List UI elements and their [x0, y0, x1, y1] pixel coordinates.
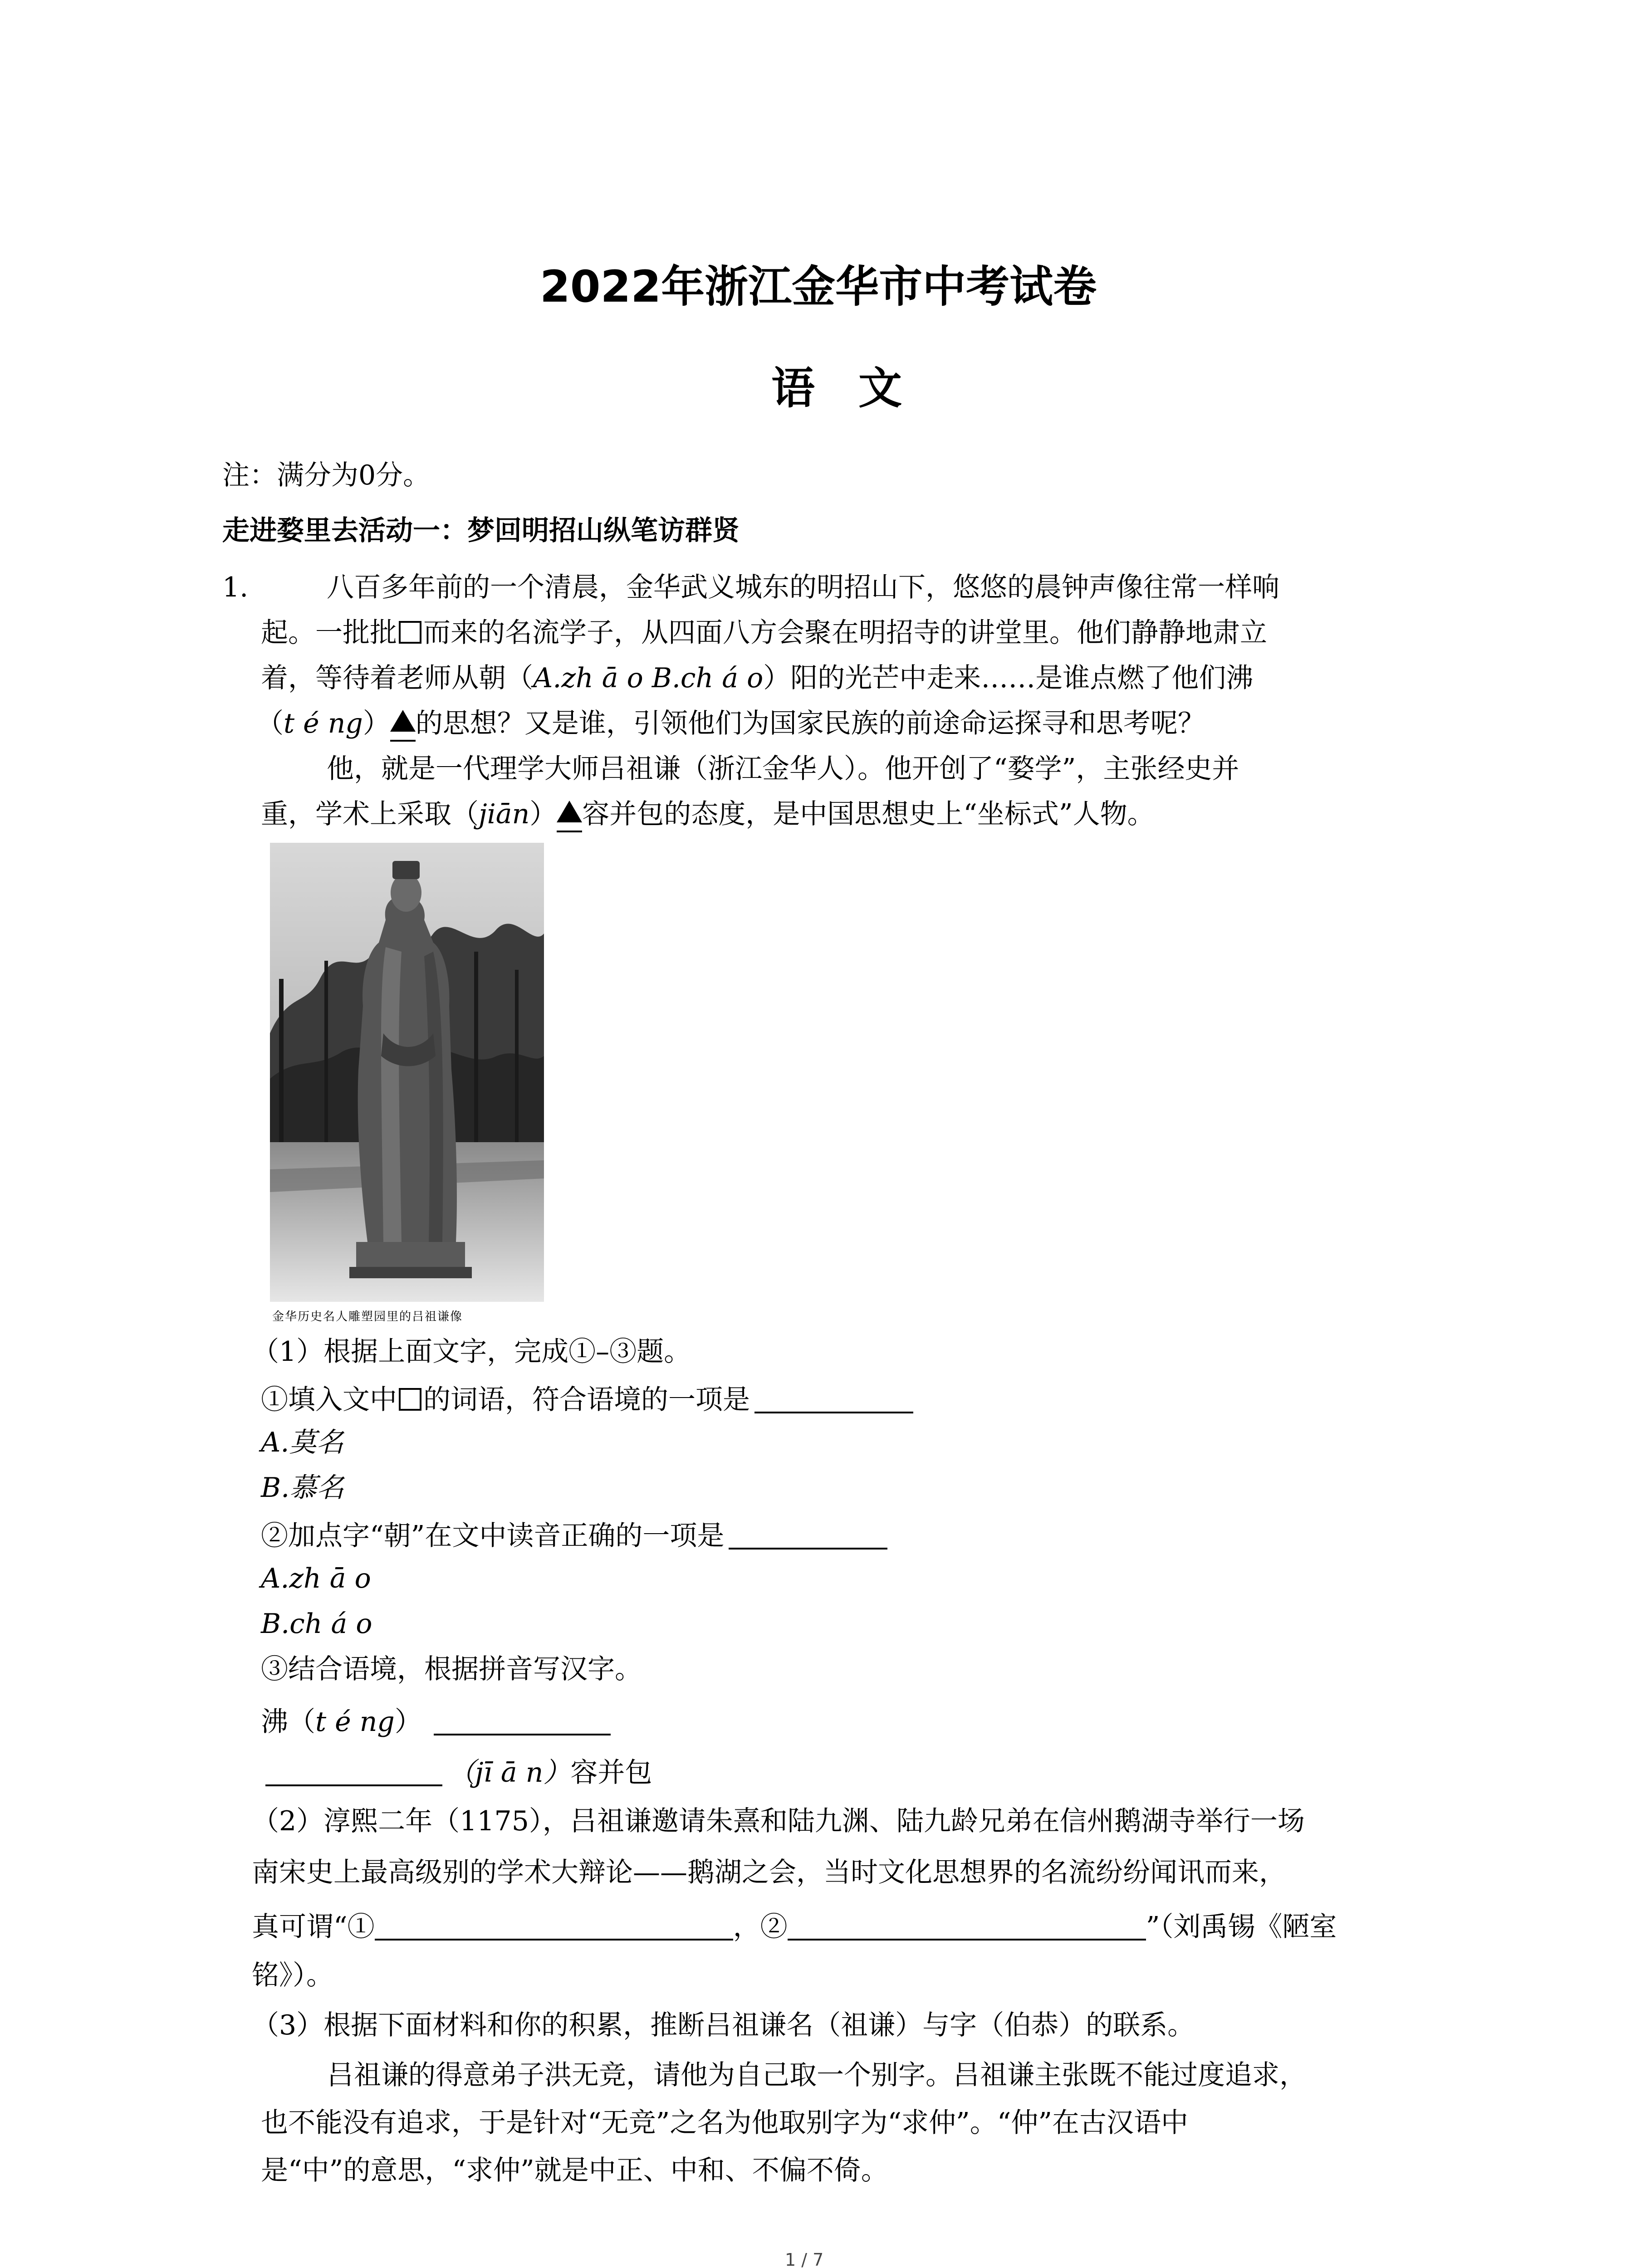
fill-box [399, 1388, 421, 1411]
passage-text: ） [362, 708, 390, 739]
option-a: A.莫名 [261, 1427, 344, 1458]
pinyin-item [261, 1706, 611, 1738]
passage-line [261, 798, 1155, 832]
score-note: 注：满分为0分。 [222, 459, 431, 491]
subquestion-a [261, 1383, 913, 1416]
subquestion-2: 南宋史上最高级别的学术大辩论——鹅湖之会，当时文化思想界的名流纷纷闻讯而来， [252, 1857, 1286, 1888]
section-heading: 走进婺里去活动一：梦回明招山纵笔访群贤 [222, 515, 740, 547]
page-number: 1 / 7 [785, 2250, 824, 2268]
passage-text: ）阳的光芒中走来……是谁点燃了他们沸 [763, 662, 1254, 694]
answer-blank[interactable] [434, 1706, 611, 1735]
question-text: ，② [733, 1911, 788, 1943]
subquestion-c: ③结合语境，根据拼音写汉字。 [261, 1653, 642, 1685]
passage-line [261, 662, 1254, 694]
pinyin: jiān [479, 798, 530, 830]
passage-text: ） [529, 798, 557, 830]
pinyin: （jī ā n） [448, 1757, 571, 1789]
answer-blank[interactable] [265, 1756, 442, 1786]
pinyin: t é ng [284, 708, 363, 739]
subject-title: 语 文 [771, 363, 902, 414]
answer-blank-2[interactable] [788, 1911, 1146, 1941]
question-text: ”（刘禹锡《陋室 [1146, 1911, 1337, 1943]
answer-blank[interactable] [754, 1383, 913, 1413]
subquestion-2: 铭》）。 [252, 1960, 333, 1991]
subquestion-2: （2）淳熙二年（1175），吕祖谦邀请朱熹和陆九渊、陆九龄兄弟在信州鹅湖寺举行一场 [252, 1805, 1305, 1837]
material-line: 是“中”的意思，“求仲”就是中正、中和、不偏不倚。 [261, 2155, 888, 2186]
answer-blank-1[interactable] [375, 1911, 733, 1941]
option-b: B.ch á o [261, 1608, 372, 1640]
material-line: 吕祖谦的得意弟子洪无竞，请他为自己取一个别字。吕祖谦主张既不能过度追求， [327, 2059, 1307, 2091]
pinyin: t é ng [315, 1706, 395, 1738]
subquestion-b [261, 1520, 887, 1552]
passage-line [261, 617, 1267, 649]
passage-text: （ [506, 662, 533, 694]
item-text: 容并包 [570, 1757, 652, 1789]
triangle-blank-marker [557, 801, 582, 832]
answer-blank[interactable] [729, 1520, 887, 1549]
image-caption: 金华历史名人雕塑园里的吕祖谦像 [272, 1310, 463, 1324]
passage-text: 而来的名流学子，从四面八方会聚在明招寺的讲堂里。他们静静地肃立 [423, 617, 1267, 649]
page-title: 2022年浙江金华市中考试卷 [540, 261, 1097, 312]
statue-photo [270, 843, 544, 1302]
question-text: 真可谓“① [252, 1911, 375, 1943]
fill-box [399, 621, 421, 644]
option-a: A.zh ā o [261, 1563, 371, 1594]
passage-text: 着，等待着老师从 [261, 662, 479, 694]
subquestion-intro: （1）根据上面文字，完成①–③题。 [252, 1336, 691, 1368]
material-line: 也不能没有追求，于是针对“无竞”之名为他取别字为“求仲”。“仲”在古汉语中 [261, 2107, 1189, 2139]
item-text: 沸（ [261, 1706, 315, 1738]
option-b: B.慕名 [261, 1472, 344, 1504]
item-text: ） [394, 1706, 422, 1738]
triangle-blank-marker [390, 710, 416, 742]
subquestion-3: （3）根据下面材料和你的积累，推断吕祖谦名（祖谦）与字（伯恭）的联系。 [252, 2009, 1195, 2041]
passage-text: （ [256, 708, 284, 739]
pinyin-item [265, 1756, 652, 1789]
question-number: 1. [222, 572, 249, 603]
pinyin-options: A.zh ā o B.ch á o [533, 662, 764, 694]
passage-text: 重，学术上采取（ [261, 798, 479, 830]
passage-text: 容并包的态度，是中国思想史上“坐标式”人物。 [582, 798, 1155, 830]
question-text: ②加点字“朝”在文中读音正确的一项是 [261, 1520, 725, 1552]
passage-line: 八百多年前的一个清晨，金华武义城东的明招山下，悠悠的晨钟声像往常一样响 [327, 572, 1279, 603]
question-text: ①填入文中 [261, 1384, 397, 1416]
passage-text: 起。一批批 [261, 617, 397, 649]
question-text: 的词语，符合语境的一项是 [423, 1384, 750, 1416]
passage-line [256, 710, 1205, 742]
subquestion-2 [252, 1911, 1337, 1941]
dotted-char: 朝 [479, 662, 506, 694]
passage-text: 的思想？又是谁，引领他们为国家民族的前途命运探寻和思考呢？ [415, 708, 1205, 739]
passage-line: 他，就是一代理学大师吕祖谦（浙江金华人）。他开创了“婺学”，主张经史并 [327, 753, 1239, 785]
